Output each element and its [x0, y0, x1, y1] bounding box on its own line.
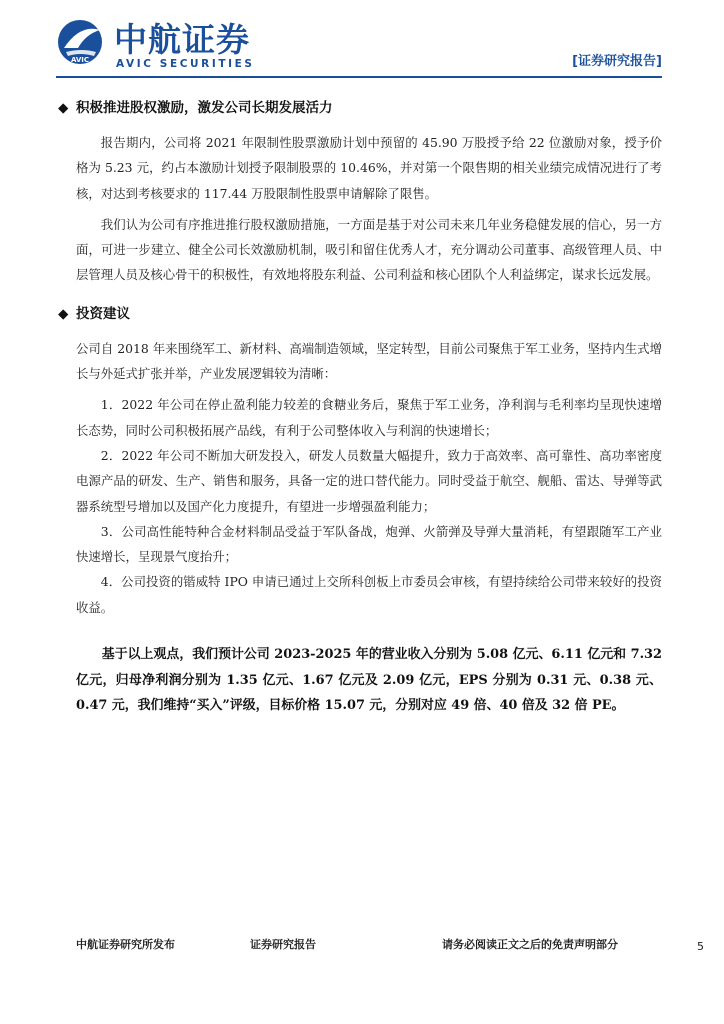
footer-disclaimer-link: 请务必阅读正文之后的免责声明部分 — [442, 938, 618, 951]
avic-logo-icon — [56, 18, 104, 66]
paragraph: 报告期内，公司将 2021 年限制性股票激励计划中预留的 45.90 万股授予给 22 位激励对象，授予价格为 5.23 元，约占本激励计划授予限制股票的 10.46%，并对第一个限售期的相关业绩完成情况进行了考核，对达到考核要求的 117.44 万股限制性股票申请解除了限售。 — [76, 135, 662, 201]
paragraph: 我们认为公司有序推进推行股权激励措施，一方面是基于对公司未来几年业务稳健发展的信心，另一方面，可进一步建立、健全公司长效激励机制，吸引和留住优秀人才，充分调动公司董事、高级管理人员、中层管理人员及核心骨干的积极性，有效地将股东利益、公司利益和核心团队个人利益绑定，谋求长远发展。 — [76, 216, 662, 283]
summary-paragraph: 基于以上观点，我们预计公司 2023-2025 年的营业收入分别为 5.08 亿元、6.11 亿元和 7.32 亿元，归母净利润分别为 1.35 亿元、1.67 亿元及 2.09 亿元，EPS 分别为 0.31 元、0.38 元、0.47 元，我们维持“买入”评级，目标价格 15.07 元，分别对应 49 倍、40 倍及 32 倍 PE。 — [76, 647, 662, 714]
page-number: 5 — [697, 940, 704, 953]
section-heading-text: 投资建议 — [76, 305, 130, 322]
section-heading-investment — [58, 302, 662, 326]
logo-chinese: 中航证券 — [114, 20, 250, 59]
list-item: 4．公司投资的锴威特 IPO 申请已通过上交所科创板上市委员会审核，有望持续给公司带来较好的投资收益。 — [76, 574, 662, 615]
list-item: 2．2022 年公司不断加大研发投入，研发人员数量大幅提升，致力于高效率、高可靠性、高功率密度电源产品的研发、生产、销售和服务，具备一定的进口替代能力。同时受益于航空、舰船、雷达、导弹等武器系统型号增加以及国产化力度提升，有望进一步增强盈利能力； — [76, 447, 662, 514]
list-item: 3．公司高性能特种合金材料制品受益于军队备战，炮弹、火箭弹及导弹大量消耗，有望跟随军工产业快速增长，呈现景气度抬升； — [76, 523, 662, 565]
diamond-bullet-icon: ◆ — [58, 100, 69, 116]
main-content — [58, 96, 662, 719]
report-type-tag: [证券研究报告] — [572, 54, 662, 69]
diamond-bullet-icon: ◆ — [58, 305, 69, 322]
list-item: 1．2022 年公司在停止盈利能力较差的食糖业务后，聚焦于军工业务，净利润与毛利率均呈现快速增长态势，同时公司积极拓展产品线，有利于公司整体收入与利润的快速增长； — [76, 397, 662, 438]
logo-mark-text: AVIC — [70, 56, 90, 64]
section-heading-equity-incentive — [58, 96, 662, 120]
page-footer — [76, 936, 676, 956]
paragraph-intro: 公司自 2018 年来围绕军工、新材料、高端制造领域，坚定转型，目前公司聚焦于军工业务，坚持内生式增长与外延式扩张并举，产业发展逻辑较为清晰： — [76, 340, 662, 382]
page-header — [56, 18, 662, 74]
header-divider — [56, 76, 662, 78]
section-heading-text: 积极推进股权激励，激发公司长期发展活力 — [76, 100, 333, 116]
footer-publisher: 中航证券研究所发布 — [76, 938, 175, 951]
footer-report-type: 证券研究报告 — [250, 938, 316, 951]
logo-english: AVIC SECURITIES — [116, 58, 255, 70]
